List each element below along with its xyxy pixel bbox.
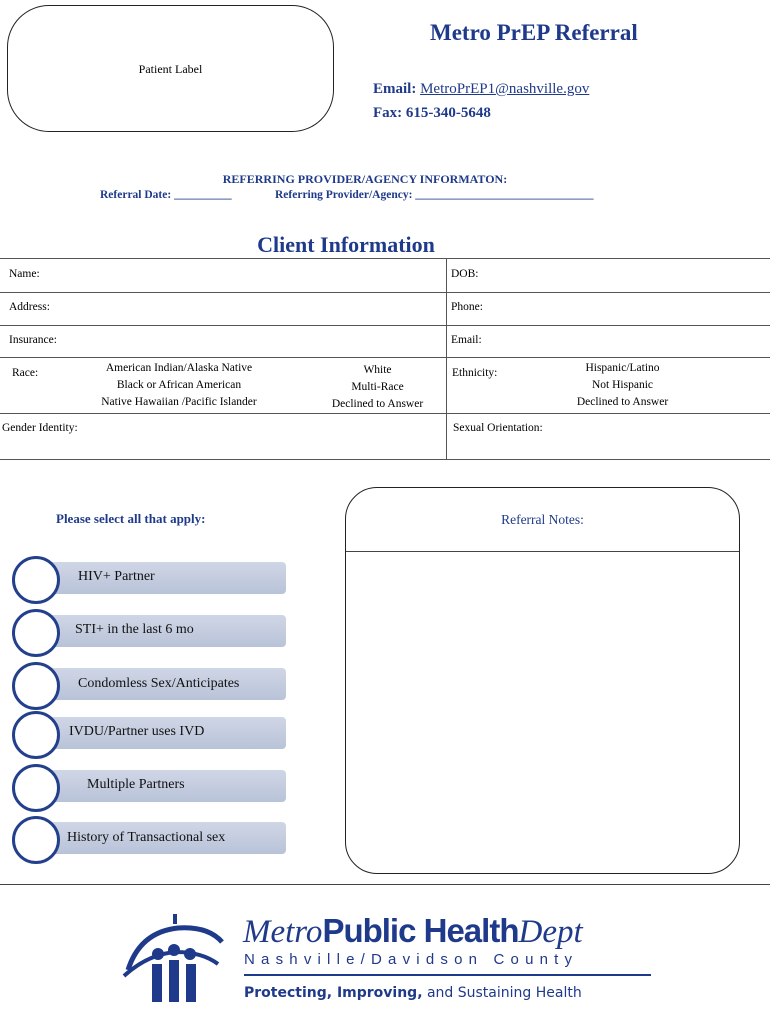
- footer-rule: [0, 884, 770, 885]
- address-field[interactable]: Address:: [9, 301, 50, 313]
- phone-field[interactable]: Phone:: [451, 301, 483, 313]
- logo-underline: [244, 974, 651, 976]
- option-label: Condomless Sex/Anticipates: [78, 676, 240, 691]
- option-label: Multiple Partners: [87, 777, 185, 792]
- option-label: STI+ in the last 6 mo: [75, 622, 194, 637]
- logo-tagline: [244, 985, 582, 1001]
- option-multiple-partners[interactable]: [33, 770, 286, 802]
- dob-field[interactable]: DOB:: [451, 268, 479, 280]
- race-option[interactable]: Native Hawaiian /Pacific Islander: [101, 396, 257, 408]
- race-option[interactable]: White: [363, 364, 392, 376]
- metro-health-logo-icon: [118, 912, 230, 1004]
- race-option[interactable]: American Indian/Alaska Native: [105, 362, 253, 374]
- fax-line: [373, 105, 491, 122]
- email-label: Email:: [373, 81, 417, 97]
- logo-dept: Dept: [518, 914, 583, 950]
- gender-identity-field[interactable]: Gender Identity:: [2, 422, 78, 434]
- option-hiv-partner[interactable]: [33, 562, 286, 594]
- option-label: IVDU/Partner uses IVD: [69, 724, 205, 739]
- referral-notes-title: Referral Notes:: [501, 512, 584, 527]
- checkbox-circle[interactable]: [12, 816, 60, 864]
- option-condomless-sex[interactable]: [33, 668, 286, 700]
- checkbox-circle[interactable]: [12, 556, 60, 604]
- patient-label: Patient Label: [138, 62, 203, 76]
- logo-public-health: Public Health: [322, 912, 519, 949]
- option-sti-positive[interactable]: [33, 615, 286, 647]
- insurance-field[interactable]: Insurance:: [9, 334, 57, 346]
- table-rule: [0, 325, 770, 326]
- referring-heading: REFERRING PROVIDER/AGENCY INFORMATON:: [222, 172, 508, 186]
- race-option[interactable]: Black or African American: [116, 379, 242, 391]
- race-option[interactable]: Multi-Race: [351, 381, 404, 393]
- name-field[interactable]: Name:: [9, 268, 40, 280]
- referring-provider-field[interactable]: Referring Provider/Agency: _______________________________: [275, 189, 594, 201]
- ethnicity-options: [550, 360, 695, 411]
- email-line: [373, 81, 589, 98]
- table-rule: [0, 258, 770, 259]
- ethnicity-option[interactable]: Hispanic/Latino: [585, 362, 660, 374]
- referral-notes-box[interactable]: [345, 487, 740, 874]
- tagline-part-1: Protecting, Improving,: [244, 985, 423, 1001]
- form-title: Metro PrEP Referral: [430, 20, 638, 45]
- checkbox-circle[interactable]: [12, 764, 60, 812]
- race-options-group-2: [315, 362, 440, 413]
- logo-county: Nashville/Davidson County: [244, 951, 579, 968]
- option-transactional-sex[interactable]: [33, 822, 286, 854]
- fax-number: 615-340-5648: [405, 105, 491, 121]
- email-field[interactable]: Email:: [451, 334, 482, 346]
- race-option[interactable]: Declined to Answer: [331, 398, 424, 410]
- checkbox-circle[interactable]: [12, 609, 60, 657]
- race-options-group-1: [64, 360, 294, 411]
- tagline-part-2: and Sustaining: [426, 985, 532, 1001]
- table-rule: [0, 357, 770, 358]
- option-label: HIV+ Partner: [78, 569, 155, 584]
- checkbox-circle[interactable]: [12, 711, 60, 759]
- table-rule: [0, 413, 770, 414]
- ethnicity-option[interactable]: Declined to Answer: [576, 396, 669, 408]
- option-ivdu[interactable]: [33, 717, 286, 749]
- table-rule: [0, 459, 770, 460]
- table-rule: [0, 292, 770, 293]
- race-label: Race:: [12, 367, 39, 379]
- logo-wordmark: [243, 912, 583, 951]
- logo-metro: Metro: [243, 914, 323, 950]
- option-label: History of Transactional sex: [67, 830, 226, 845]
- notes-divider: [346, 551, 739, 552]
- patient-label-box: [7, 5, 334, 132]
- tagline-part-3: Health: [535, 985, 582, 1001]
- table-divider: [446, 258, 447, 459]
- ethnicity-option[interactable]: Not Hispanic: [591, 379, 653, 391]
- select-title: Please select all that apply:: [56, 511, 206, 526]
- client-info-title: Client Information: [257, 232, 435, 257]
- ethnicity-label: Ethnicity:: [452, 367, 498, 379]
- referral-date-field[interactable]: Referral Date: __________: [100, 189, 232, 201]
- sexual-orientation-field[interactable]: Sexual Orientation:: [453, 422, 543, 434]
- checkbox-circle[interactable]: [12, 662, 60, 710]
- fax-label: Fax:: [373, 105, 403, 121]
- email-link[interactable]: MetroPrEP1@nashville.gov: [420, 81, 590, 97]
